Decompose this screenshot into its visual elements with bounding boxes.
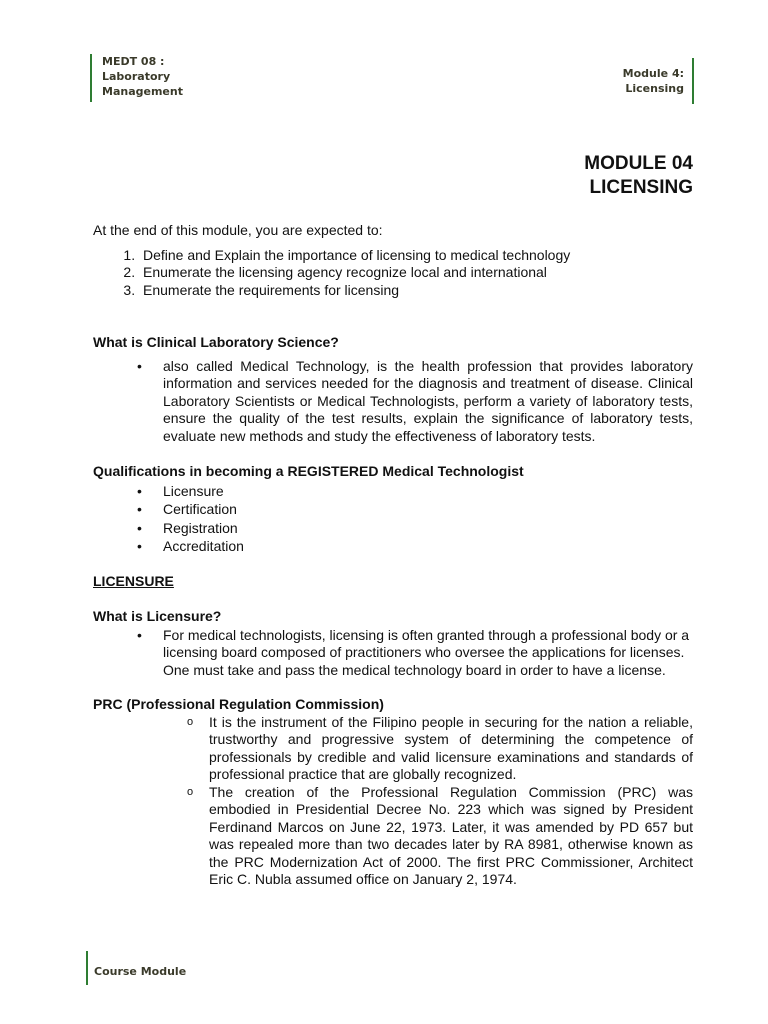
intro-text: At the end of this module, you are expected to: — [93, 222, 383, 238]
course-name-line2: Management — [102, 85, 183, 98]
qualification-item: • Certification — [93, 500, 693, 519]
header-course — [90, 54, 183, 102]
objective-item: 2. Enumerate the licensing agency recognize local and international — [139, 264, 693, 282]
qualifications-list — [93, 482, 693, 556]
qualification-item: • Accreditation — [93, 537, 693, 556]
licensure-heading: LICENSURE — [93, 572, 174, 589]
objective-item: 3. Enumerate the requirements for licensing — [139, 282, 693, 300]
document-body — [93, 222, 693, 889]
prc-item: o The creation of the Professional Regulation Commission (PRC) was embodied in Presidential Decree No. 223 which was signed by President Ferdinand Marcos on June 22, 1973. Later, it was amended by PD 657 but was repealed more than two decades later by RA 8981, otherwise known as the PRC Modernization Act of 2000. The first PRC Commissioner, Architect Eric C. Nubla assumed office on January 2, 1974. — [93, 784, 693, 889]
cls-list — [93, 358, 693, 446]
header-module — [623, 58, 694, 104]
course-name-line1: Laboratory — [102, 70, 171, 83]
qualifications-heading: Qualifications in becoming a REGISTERED Medical Technologist — [93, 463, 524, 479]
qualification-item: • Registration — [93, 519, 693, 538]
page-title — [584, 152, 693, 200]
cls-heading: What is Clinical Laboratory Science? — [93, 334, 339, 350]
licensure-list — [93, 627, 693, 680]
course-code: MEDT 08 : — [102, 55, 165, 68]
title-line1: MODULE 04 — [584, 153, 693, 174]
footer-course-module: Course Module — [86, 951, 186, 985]
module-name: Licensing — [625, 82, 684, 95]
licensure-bullet: • For medical technologists, licensing is often granted through a professional body or a licensing board composed of practitioners who oversee the applications for licenses. One must take and pass the medical technology board in order to have a license. — [93, 627, 693, 680]
prc-heading: PRC (Professional Regulation Commission) — [93, 696, 384, 712]
licensure-subheading: What is Licensure? — [93, 608, 222, 624]
cls-bullet: • also called Medical Technology, is the health profession that provides laboratory information and services needed for the diagnosis and treatment of disease. Clinical Laboratory Scientists or Medical Technologists, perform a variety of laboratory tests, ensure the quality of the test results, explain the significance of laboratory tests, evaluate new methods and study the effectiveness of laboratory tests. — [93, 358, 693, 446]
qualification-item: • Licensure — [93, 482, 693, 501]
prc-item: o It is the instrument of the Filipino people in securing for the nation a reliable, trustworthy and progressive system of determining the competence of professionals by credible and valid licensure examinations and standards of professional practice that are globally recognized. — [93, 714, 693, 784]
module-number: Module 4: — [622, 67, 684, 80]
prc-list — [93, 714, 693, 889]
objectives-list — [93, 247, 693, 300]
objective-item: 1. Define and Explain the importance of licensing to medical technology — [139, 247, 693, 265]
title-line2: LICENSING — [589, 177, 693, 198]
